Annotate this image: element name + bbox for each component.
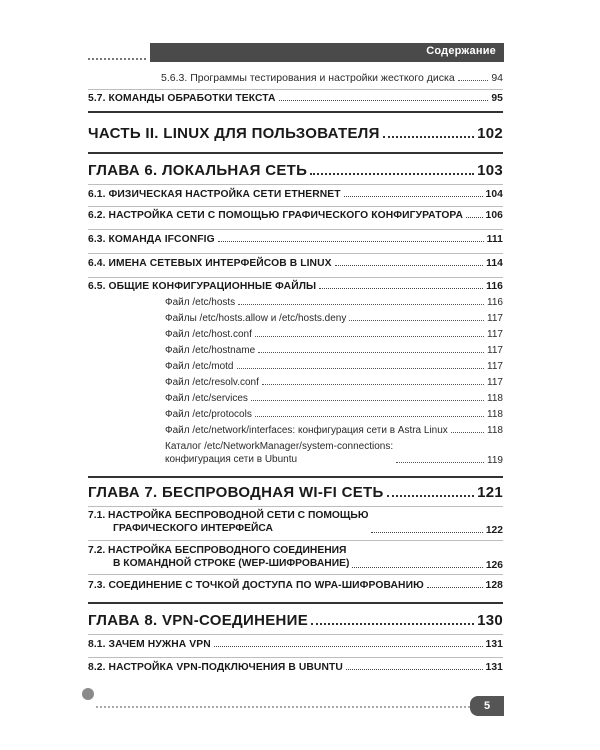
toc-entry-title: 6.5. ОБЩИЕ КОНФИГУРАЦИОННЫЕ ФАЙЛЫ bbox=[88, 281, 317, 292]
toc-entry-title: 6.4. ИМЕНА СЕТЕВЫХ ИНТЕРФЕЙСОВ В LINUX bbox=[88, 258, 332, 269]
toc-entry-title-line1: 7.2. НАСТРОЙКА БЕСПРОВОДНОГО СОЕДИНЕНИЯ bbox=[88, 545, 347, 556]
separator bbox=[88, 574, 503, 575]
toc-entry-page: 111 bbox=[486, 234, 503, 245]
toc-entry-title-line1: 7.1. НАСТРОЙКА БЕСПРОВОДНОЙ СЕТИ С ПОМОЩЬЮ bbox=[88, 510, 369, 521]
leader-dots bbox=[383, 136, 474, 138]
toc-entry-title: ГЛАВА 8. VPN-СОЕДИНЕНИЕ bbox=[88, 612, 309, 629]
header-title: Содержание bbox=[426, 45, 496, 57]
toc-entry-page: 131 bbox=[485, 639, 503, 650]
separator bbox=[88, 111, 503, 113]
toc-entry-7-3[interactable] bbox=[88, 580, 503, 591]
toc-entry-page: 117 bbox=[487, 361, 503, 372]
toc-entry-title bbox=[88, 545, 349, 571]
toc-entry-title: 8.1. ЗАЧЕМ НУЖНА VPN bbox=[88, 639, 211, 650]
page-number: 5 bbox=[483, 700, 491, 712]
toc-entry-title: Файл /etc/services bbox=[165, 393, 248, 404]
toc-sub-entry[interactable] bbox=[165, 425, 503, 436]
toc-entry-page: 106 bbox=[485, 210, 503, 221]
toc-entry-page: 117 bbox=[487, 313, 503, 324]
toc-sub-entry[interactable] bbox=[165, 393, 503, 404]
toc-entry-page: 116 bbox=[487, 297, 503, 308]
toc-entry-title: Файл /etc/network/interfaces: конфигурация сети в Astra Linux bbox=[165, 425, 448, 436]
toc-entry-6-2[interactable] bbox=[88, 210, 503, 221]
toc-entry-title: 6.2. НАСТРОЙКА СЕТИ С ПОМОЩЬЮ ГРАФИЧЕСКОГО КОНФИГУРАТОРА bbox=[88, 210, 464, 221]
toc-part-2[interactable] bbox=[88, 125, 503, 142]
toc-entry-page: 94 bbox=[491, 72, 503, 84]
toc-chapter-6[interactable] bbox=[88, 162, 503, 179]
leader-dots bbox=[214, 646, 483, 647]
leader-dots bbox=[279, 100, 489, 101]
toc-entry-title: Файл /etc/motd bbox=[165, 361, 234, 372]
toc-entry-7-2[interactable] bbox=[88, 545, 503, 571]
toc-entry-page: 117 bbox=[487, 345, 503, 356]
toc-entry-title-line2: ГРАФИЧЕСКОГО ИНТЕРФЕЙСА bbox=[113, 522, 273, 534]
toc-entry-title: ЧАСТЬ II. LINUX ДЛЯ ПОЛЬЗОВАТЕЛЯ bbox=[88, 125, 380, 142]
toc-entry-6-3[interactable] bbox=[88, 234, 503, 245]
toc-sub-entry[interactable] bbox=[165, 377, 503, 388]
toc-entry-title-line1: Каталог /etc/NetworkManager/system-connections: bbox=[165, 441, 394, 452]
toc-entry-6-5[interactable] bbox=[88, 281, 503, 292]
toc-entry-page: 117 bbox=[487, 329, 503, 340]
toc-entry-title: Файл /etc/hostname bbox=[165, 345, 256, 356]
toc-chapter-7[interactable] bbox=[88, 484, 503, 501]
toc-entry-page: 130 bbox=[477, 612, 503, 629]
toc-entry-title: ГЛАВА 6. ЛОКАЛЬНАЯ СЕТЬ bbox=[88, 162, 308, 179]
leader-dots bbox=[310, 173, 474, 175]
toc-sub-entry[interactable] bbox=[165, 441, 503, 466]
leader-dots bbox=[396, 462, 484, 463]
leader-dots bbox=[427, 587, 483, 588]
toc-entry-page: 95 bbox=[491, 93, 503, 104]
toc-entry-6-1[interactable] bbox=[88, 189, 503, 200]
page-number-tab bbox=[470, 696, 504, 716]
separator bbox=[88, 229, 503, 230]
leader-dots bbox=[237, 368, 485, 369]
toc-entry-page: 102 bbox=[477, 125, 503, 142]
toc-entry-8-1[interactable] bbox=[88, 639, 503, 650]
separator bbox=[88, 540, 503, 541]
toc-chapter-8[interactable] bbox=[88, 612, 503, 629]
leader-dots bbox=[262, 384, 484, 385]
leader-dots bbox=[458, 80, 489, 81]
leader-dots bbox=[352, 567, 482, 568]
separator bbox=[88, 89, 503, 90]
leader-dots bbox=[371, 532, 482, 533]
toc-entry-title: Файл /etc/host.conf bbox=[165, 329, 252, 340]
leader-dots bbox=[311, 623, 474, 625]
header-dotted-rule bbox=[88, 58, 146, 60]
leader-dots bbox=[251, 400, 484, 401]
leader-dots bbox=[218, 241, 484, 242]
leader-dots bbox=[255, 336, 484, 337]
toc-entry-title: Файл /etc/protocols bbox=[165, 409, 252, 420]
header-bar bbox=[150, 43, 504, 62]
leader-dots bbox=[238, 304, 484, 305]
toc-entry-page: 117 bbox=[487, 377, 503, 388]
toc-entry-page: 103 bbox=[477, 162, 503, 179]
toc-entry-title: 5.7. КОМАНДЫ ОБРАБОТКИ ТЕКСТА bbox=[88, 93, 276, 104]
toc-entry-page: 128 bbox=[485, 580, 503, 591]
separator bbox=[88, 634, 503, 635]
toc-entry-page: 126 bbox=[485, 559, 503, 571]
leader-dots bbox=[335, 265, 483, 266]
toc-entry-title-line2: конфигурация сети в Ubuntu bbox=[165, 453, 298, 465]
separator bbox=[88, 476, 503, 478]
toc-sub-entry[interactable] bbox=[165, 409, 503, 420]
toc-entry-title: ГЛАВА 7. БЕСПРОВОДНАЯ WI-FI СЕТЬ bbox=[88, 484, 384, 501]
toc-entry-page: 116 bbox=[486, 281, 503, 292]
toc-entry-page: 114 bbox=[486, 258, 503, 269]
leader-dots bbox=[349, 320, 484, 321]
leader-dots bbox=[466, 217, 482, 218]
toc-entry-page: 122 bbox=[485, 524, 503, 536]
toc-entry-title-line2: В КОМАНДНОЙ СТРОКЕ (WEP-ШИФРОВАНИЕ) bbox=[113, 557, 350, 569]
separator bbox=[88, 206, 503, 207]
separator bbox=[88, 506, 503, 507]
toc-entry-page: 118 bbox=[487, 409, 503, 420]
footer-dotted-rule bbox=[96, 706, 470, 708]
leader-dots bbox=[451, 432, 484, 433]
toc-entry-title: Файлы /etc/hosts.allow и /etc/hosts.deny bbox=[165, 313, 347, 324]
toc-sub-entry[interactable] bbox=[165, 361, 503, 372]
toc-sub-entry[interactable] bbox=[165, 329, 503, 340]
separator bbox=[88, 152, 503, 154]
separator bbox=[88, 277, 503, 278]
leader-dots bbox=[319, 288, 483, 289]
toc-entry-page: 131 bbox=[485, 662, 503, 673]
toc-entry-5-7[interactable] bbox=[88, 93, 503, 104]
toc-entry-page: 118 bbox=[487, 393, 503, 404]
toc-entry-8-2[interactable] bbox=[88, 662, 503, 673]
toc-entry-title: 6.3. КОМАНДА IFCONFIG bbox=[88, 234, 215, 245]
leader-dots bbox=[387, 495, 475, 497]
toc-entry-title: 8.2. НАСТРОЙКА VPN-ПОДКЛЮЧЕНИЯ В UBUNTU bbox=[88, 662, 343, 673]
leader-dots bbox=[344, 196, 483, 197]
toc-entry-page: 104 bbox=[485, 189, 503, 200]
toc-sub-entry[interactable] bbox=[165, 297, 503, 308]
toc-entry-page: 121 bbox=[477, 484, 503, 501]
separator bbox=[88, 253, 503, 254]
toc-entry-title bbox=[165, 441, 393, 466]
toc-entry-title: 6.1. ФИЗИЧЕСКАЯ НАСТРОЙКА СЕТИ ETHERNET bbox=[88, 189, 341, 200]
toc-entry-page: 119 bbox=[487, 455, 503, 466]
separator bbox=[88, 602, 503, 604]
toc-entry-title: Файл /etc/hosts bbox=[165, 297, 236, 308]
leader-dots bbox=[346, 669, 483, 670]
separator bbox=[88, 184, 503, 185]
toc-entry-5-6-3[interactable] bbox=[161, 72, 503, 84]
toc-entry-7-1[interactable] bbox=[88, 510, 503, 536]
separator bbox=[88, 657, 503, 658]
toc-sub-entry[interactable] bbox=[165, 345, 503, 356]
toc-sub-entry[interactable] bbox=[165, 313, 503, 324]
toc-entry-title bbox=[88, 510, 368, 536]
toc-entry-title: 5.6.3. Программы тестирования и настройки жесткого диска bbox=[161, 72, 455, 84]
leader-dots bbox=[258, 352, 484, 353]
leader-dots bbox=[255, 416, 484, 417]
toc-entry-page: 118 bbox=[487, 425, 503, 436]
toc-entry-6-4[interactable] bbox=[88, 258, 503, 269]
footer-bullet-icon bbox=[82, 688, 94, 700]
toc-entry-title: 7.3. СОЕДИНЕНИЕ С ТОЧКОЙ ДОСТУПА ПО WPA-ШИФРОВАНИЮ bbox=[88, 580, 424, 591]
toc-entry-title: Файл /etc/resolv.conf bbox=[165, 377, 259, 388]
